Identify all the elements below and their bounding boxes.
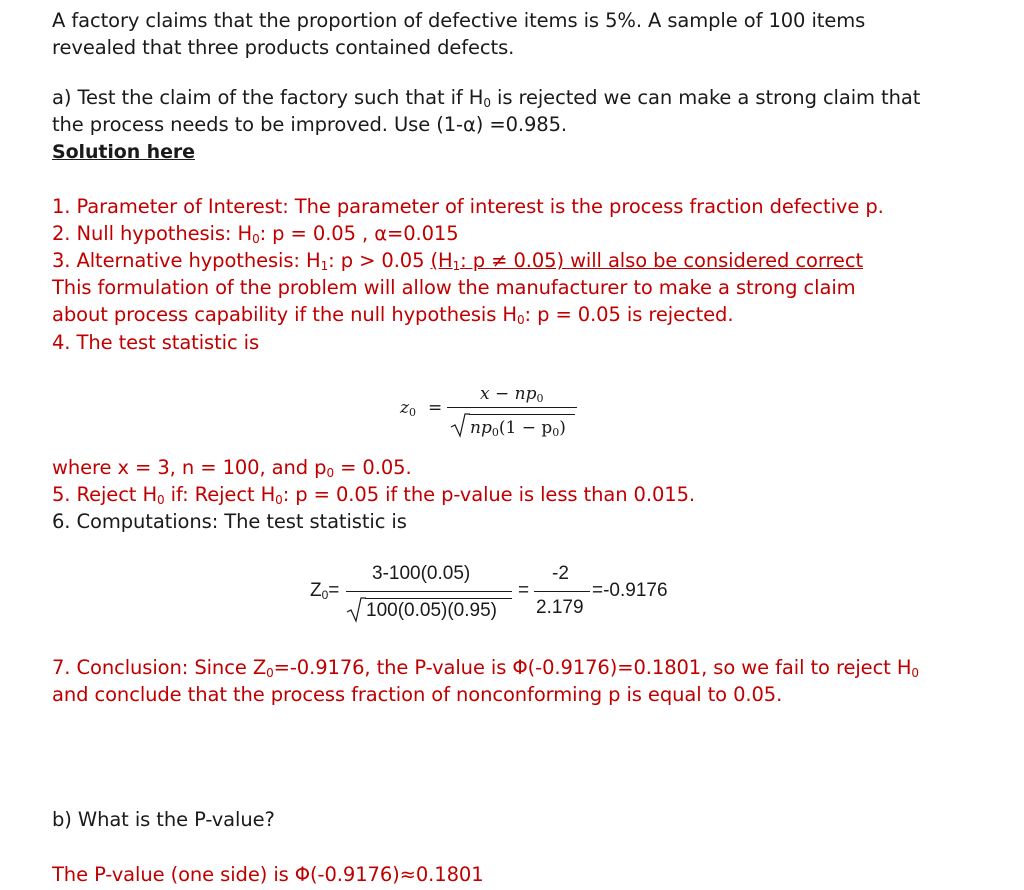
step-7-conclusion-line-2: and conclude that the process fraction of nonconforming p is equal to 0.05. <box>52 683 783 706</box>
formula-numerator-sub: 0 <box>536 392 544 405</box>
subscript-zero: 0 <box>275 493 283 507</box>
step-5-text-c: : p = 0.05 if the p-value is less than 0.015. <box>282 483 695 506</box>
formula-denominator-tail-sub: 0 <box>552 426 560 439</box>
where-text-a: where x = 3, n = 100, and p <box>52 456 327 479</box>
formula-lhs <box>400 398 416 418</box>
solution-heading: Solution here <box>52 141 195 163</box>
square-root-sign <box>346 596 366 623</box>
subscript-zero: 0 <box>326 466 334 480</box>
step-5-text-a: 5. Reject H <box>52 483 158 506</box>
step-6-computations: 6. Computations: The test statistic is <box>52 510 407 533</box>
formula-denominator-text: np <box>470 418 492 438</box>
step-3-alternative-note <box>431 249 863 272</box>
step-3-note-text-b: : p = 0.05 is rejected. <box>524 303 734 326</box>
computation-numerator-2: -2 <box>552 563 569 584</box>
step-2-text-a: 2. Null hypothesis: H <box>52 222 253 245</box>
formula-numerator-text: x − np <box>480 384 537 404</box>
subscript-zero: 0 <box>516 313 525 327</box>
step-3-note-text-a: about process capability if the null hypothesis H <box>52 303 517 326</box>
formula-equals: = <box>428 398 443 418</box>
step-2-text-b: : p = 0.05 , α=0.015 <box>259 222 459 245</box>
computation-result: =-0.9176 <box>592 580 668 601</box>
problem-statement-line-2: revealed that three products contained defects. <box>52 36 515 59</box>
part-a-question-line-1 <box>52 85 920 113</box>
part-a-question-text: a) Test the claim of the factory such that if H <box>52 86 484 109</box>
part-a-question-line-2: the process needs to be improved. Use (1-α) =0.985. <box>52 113 567 136</box>
step-4-test-statistic: 4. The test statistic is <box>52 331 260 354</box>
step-3-text-a: 3. Alternative hypothesis: H <box>52 249 321 272</box>
subscript-one: 1 <box>452 259 461 273</box>
step-2-null-hypothesis <box>52 221 459 249</box>
computation-equals-2: = <box>518 580 530 601</box>
step-5-rejection-rule <box>52 482 695 510</box>
subscript-zero: 0 <box>911 666 919 680</box>
formula-lhs-sub: 0 <box>408 406 416 419</box>
part-b-answer: The P-value (one side) is Φ(-0.9176)≈0.1801 <box>52 863 484 886</box>
computation-numerator: 3-100(0.05) <box>372 563 471 584</box>
step-3-note-line-1: This formulation of the problem will allow the manufacturer to make a strong claim <box>52 276 856 299</box>
computation-root-bar <box>365 598 512 599</box>
formula-fraction-bar <box>447 407 577 408</box>
step-3-text-b: : p > 0.05 <box>328 249 431 272</box>
step-1-parameter: 1. Parameter of Interest: The parameter of interest is the process fraction defective p. <box>52 195 884 218</box>
computation-lhs-z: Z <box>310 580 322 601</box>
computation-lhs <box>310 580 339 602</box>
formula-denominator-close: ) <box>559 418 566 438</box>
formula-numerator <box>480 384 543 404</box>
problem-statement-line-1: A factory claims that the proportion of defective items is 5%. A sample of 100 items <box>52 9 866 32</box>
step-3-alternative-hypothesis <box>52 248 863 276</box>
step-3-alt-text-b: : p ≠ 0.05) will also be considered correct <box>460 249 863 272</box>
square-root-sign <box>450 412 470 438</box>
step-3-note-line-2 <box>52 302 733 330</box>
computation-denominator-2: 2.179 <box>536 597 584 618</box>
part-b-question: b) What is the P-value? <box>52 808 275 831</box>
computation-lhs-sub: 0 <box>321 588 329 602</box>
step-7-conclusion-line-1 <box>52 655 919 683</box>
step-5-text-b: if: Reject H <box>164 483 276 506</box>
subscript-zero: 0 <box>483 96 491 110</box>
computation-fraction-bar <box>346 591 512 592</box>
computation-fraction-bar-2 <box>534 591 590 592</box>
subscript-one: 1 <box>320 259 329 273</box>
subscript-zero: 0 <box>266 666 274 680</box>
subscript-zero: 0 <box>252 232 260 246</box>
step-7-text-a: 7. Conclusion: Since Z <box>52 656 267 679</box>
computation-equals: = <box>328 580 340 601</box>
formula-lhs-z: z <box>400 398 409 418</box>
formula-denominator-sub: 0 <box>491 426 499 439</box>
where-text-b: = 0.05. <box>334 456 412 479</box>
part-a-question-text-b: is rejected we can make a strong claim that <box>490 86 921 109</box>
subscript-zero: 0 <box>157 493 165 507</box>
where-definitions <box>52 455 412 483</box>
formula-denominator-tail: (1 − p <box>498 418 553 438</box>
formula-root-bar <box>469 414 575 415</box>
step-3-alt-text: (H <box>430 249 453 272</box>
step-7-text-b: =-0.9176, the P-value is Φ(-0.9176)=0.1801, so we fail to reject H <box>273 656 912 679</box>
formula-denominator <box>470 418 566 438</box>
computation-denominator: 100(0.05)(0.95) <box>366 600 497 621</box>
